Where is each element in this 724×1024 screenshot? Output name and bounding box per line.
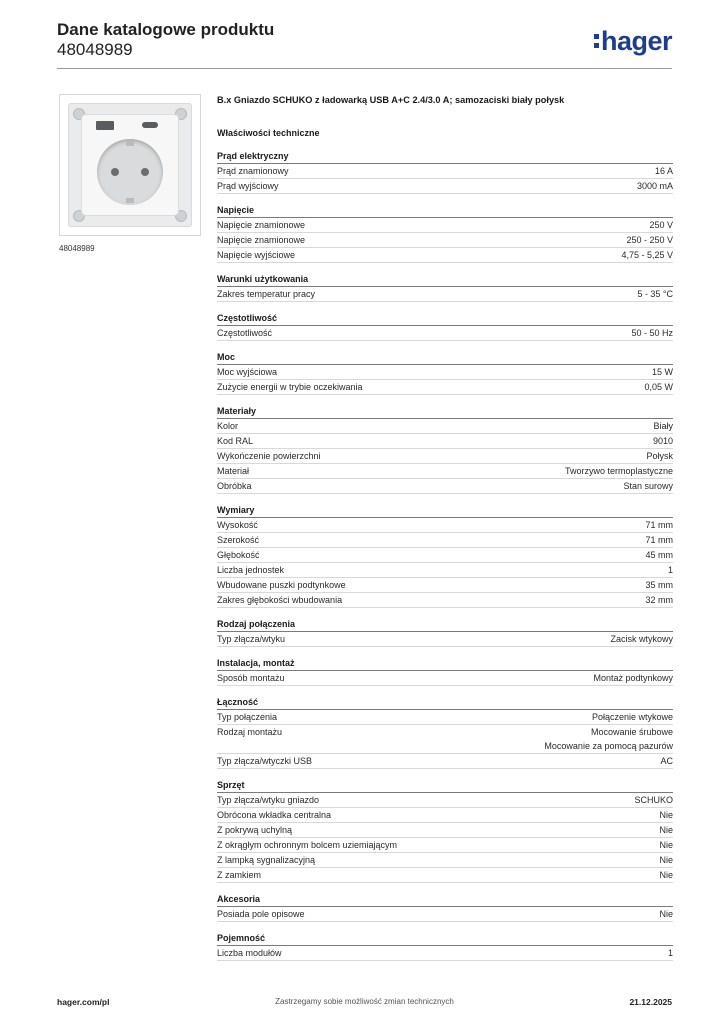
spec-label: Kolor [217,421,239,431]
spec-value [653,419,673,433]
spec-label: Zakres temperatur pracy [217,289,316,299]
spec-label: Szerokość [217,535,260,545]
spec-group [217,892,673,922]
spec-value-text: Połączenie wtykowe [591,712,673,722]
spec-value-text: Połysk [646,451,673,461]
spec-group-title: Moc [217,350,673,365]
spec-row [217,326,673,341]
spec-group [217,272,673,302]
spec-label: Napięcie wyjściowe [217,250,296,260]
spec-value-text: 250 V [649,220,673,230]
spec-value-text: Nie [659,810,673,820]
spec-value [565,464,673,478]
spec-value [646,449,673,463]
spec-label: Z okrągłym ochronnym bolcem uziemiającym [217,840,398,850]
spec-value-text: Montaż podtynkowy [593,673,673,683]
spec-value [645,548,673,562]
spec-value-text: 71 mm [645,520,673,530]
spec-group [217,404,673,494]
spec-value-text: 3000 mA [636,181,673,191]
page-title: Dane katalogowe produktu [57,20,275,39]
spec-value-text: Biały [653,421,673,431]
spec-row [217,233,673,248]
spec-row [217,533,673,548]
spec-group [217,503,673,608]
spec-value [655,164,673,178]
spec-row [217,725,673,754]
spec-group [217,350,673,395]
spec-row [217,287,673,302]
spec-value [645,533,673,547]
usb-c-port-icon [142,122,158,128]
spec-label: Typ złącza/wtyku gniazdo [217,795,320,805]
spec-label: Moc wyjściowa [217,367,278,377]
spec-value-text: Tworzywo termoplastyczne [564,466,673,476]
spec-row [217,671,673,686]
spec-group-title: Napięcie [217,203,673,218]
spec-value [626,233,673,247]
hager-logo [594,26,672,57]
spec-row [217,907,673,922]
spec-label: Prąd znamionowy [217,166,289,176]
spec-value [593,671,673,685]
footer-disclaimer: Zastrzegamy sobie możliwość zmian technicznych [275,997,454,1006]
spec-value [621,248,673,262]
spec-value-text: Mocowanie za pomocą pazurów [544,741,673,751]
spec-row [217,464,673,479]
spec-value [653,434,673,448]
spec-value-text: 71 mm [645,535,673,545]
schuko-socket-icon [97,139,163,205]
spec-value [631,326,673,340]
spec-value [592,710,673,724]
spec-label: Zakres głębokości wbudowania [217,595,343,605]
spec-value-text: 15 W [651,367,673,377]
spec-value-text: Nie [659,840,673,850]
spec-label: Obróbka [217,481,252,491]
spec-group [217,778,673,883]
spec-value [645,578,673,592]
spec-row [217,419,673,434]
spec-value [652,365,673,379]
spec-row [217,808,673,823]
spec-row [217,248,673,263]
spec-value [644,380,673,394]
spec-label: Napięcie znamionowe [217,220,306,230]
spec-row [217,479,673,494]
spec-group [217,149,673,194]
spec-group [217,931,673,961]
spec-value-text: Nie [659,909,673,919]
product-number: 48048989 [57,40,133,59]
spec-row [217,380,673,395]
spec-row [217,548,673,563]
spec-label: Napięcie znamionowe [217,235,306,245]
spec-label: Z pokrywą uchylną [217,825,293,835]
spec-row [217,823,673,838]
spec-row [217,563,673,578]
spec-value-text: Stan surowy [623,481,673,491]
spec-label: Materiał [217,466,250,476]
spec-value-text: Nie [659,870,673,880]
spec-row [217,218,673,233]
spec-row [217,710,673,725]
logo-text: hager [600,26,672,56]
spec-value-text: 35 mm [645,580,673,590]
spec-value [659,808,673,822]
spec-value [634,793,673,807]
spec-group [217,656,673,686]
spec-value-text: 1 [667,948,673,958]
spec-value-text: AC [660,756,673,766]
spec-label: Liczba modułów [217,948,282,958]
spec-group-title: Instalacja, montaż [217,656,673,671]
spec-row [217,853,673,868]
spec-value [660,754,673,768]
spec-value-text: Zacisk wtykowy [610,634,673,644]
spec-value-text: 45 mm [645,550,673,560]
spec-value [659,907,673,921]
spec-group-title: Wymiary [217,503,673,518]
spec-group-title: Sprzęt [217,778,673,793]
spec-value-text: 16 A [654,166,673,176]
spec-group-title: Materiały [217,404,673,419]
spec-group [217,617,673,647]
spec-value-text: 0,05 W [644,382,673,392]
spec-label: Sposób montażu [217,673,285,683]
spec-value [637,287,673,301]
spec-label: Z zamkiem [217,870,262,880]
spec-row [217,868,673,883]
spec-value-text: 250 - 250 V [626,235,673,245]
spec-row [217,793,673,808]
spec-row [217,179,673,194]
spec-value-text: 50 - 50 Hz [631,328,673,338]
spec-group-title: Prąd elektryczny [217,149,673,164]
spec-label: Wbudowane puszki podtynkowe [217,580,346,590]
spec-value [610,632,673,646]
spec-value-text: 5 - 35 °C [637,289,673,299]
spec-label: Prąd wyjściowy [217,181,279,191]
socket-frame [82,115,178,215]
spec-value [645,593,673,607]
usb-a-port-icon [96,121,114,130]
spec-label: Częstotliwość [217,328,273,338]
page-header [57,20,672,68]
spec-value [659,823,673,837]
spec-value [649,218,673,232]
spec-group-title: Łączność [217,695,673,710]
spec-value-text: 32 mm [645,595,673,605]
spec-row [217,838,673,853]
spec-value [659,868,673,882]
spec-group [217,203,673,263]
spec-value-text: Nie [659,855,673,865]
spec-row [217,578,673,593]
spec-row [217,632,673,647]
spec-label: Zużycie energii w trybie oczekiwania [217,382,363,392]
spec-group-title: Akcesoria [217,892,673,907]
spec-label: Typ złącza/wtyku [217,634,286,644]
spec-value [668,563,673,577]
logo-dots-icon [594,32,599,50]
spec-label: Kod RAL [217,436,254,446]
spec-label: Wykończenie powierzchni [217,451,321,461]
spec-row [217,434,673,449]
spec-value-text: 1 [667,565,673,575]
spec-label: Posiada pole opisowe [217,909,305,919]
spec-value-text: Mocowanie śrubowe [590,727,673,737]
footer-date: 21.12.2025 [629,997,672,1007]
pin-hole-icon [111,168,119,176]
spec-row [217,593,673,608]
spec-label: Typ złącza/wtyczki USB [217,756,313,766]
spec-row [217,754,673,769]
spec-label: Wysokość [217,520,258,530]
spec-label: Obrócona wkładka centralna [217,810,332,820]
spec-groups [217,149,673,961]
earth-clip-icon [126,198,134,203]
spec-label: Rodzaj montażu [217,727,283,737]
spec-label: Z lampką sygnalizacyjną [217,855,316,865]
spec-row [217,365,673,380]
pin-hole-icon [141,168,149,176]
spec-group [217,311,673,341]
spec-value [623,479,673,493]
spec-value-text: 4,75 - 5,25 V [621,250,673,260]
earth-clip-icon [126,141,134,146]
spec-value [637,179,673,193]
spec-group-title: Pojemność [217,931,673,946]
spec-row [217,946,673,961]
spec-row [217,449,673,464]
spec-value [544,725,673,753]
spec-value [645,518,673,532]
spec-label: Liczba jednostek [217,565,285,575]
spec-group [217,695,673,769]
header-divider [57,68,672,69]
spec-group-title: Warunki użytkowania [217,272,673,287]
spec-group-title: Częstotliwość [217,311,673,326]
product-image [59,94,201,236]
spec-value [659,838,673,852]
section-title: Właściwości techniczne [217,128,320,138]
spec-label: Typ połączenia [217,712,278,722]
socket-photo-icon [68,103,192,227]
footer-website: hager.com/pl [57,997,110,1007]
spec-value [659,853,673,867]
spec-value [668,946,673,960]
spec-value-text: Nie [659,825,673,835]
specs-content [217,92,673,961]
spec-group-title: Rodzaj połączenia [217,617,673,632]
spec-label: Głębokość [217,550,260,560]
spec-row [217,164,673,179]
product-description: B.x Gniazdo SCHUKO z ładowarką USB A+C 2.4/3.0 A; samozaciski biały połysk [217,95,565,105]
spec-value-text: 9010 [652,436,673,446]
image-caption: 48048989 [59,244,95,253]
spec-value-text: SCHUKO [634,795,673,805]
spec-row [217,518,673,533]
